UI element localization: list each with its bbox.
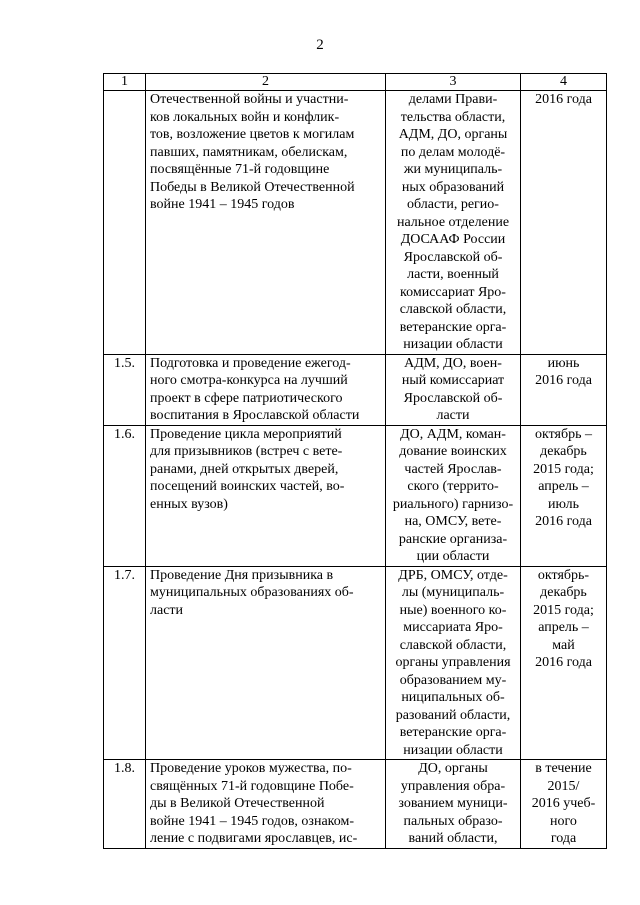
cell-line: май xyxy=(552,637,575,653)
cell-line: ДО, органы xyxy=(418,761,488,776)
cell-line: ласти, военный xyxy=(407,267,499,282)
cell-line: октябрь – xyxy=(535,426,592,442)
cell-line: 2016 года xyxy=(535,92,592,107)
cell-line: органы управления xyxy=(395,655,511,670)
cell-line: ского (террито- xyxy=(407,479,499,494)
term-cell xyxy=(521,566,607,760)
cell-line: ды в Великой Отечественной xyxy=(150,796,325,811)
cell-line: ков локальных войн и конфлик- xyxy=(150,109,340,125)
cell-line: апрель – xyxy=(538,620,589,635)
cell-line: жи муниципаль- xyxy=(403,162,503,177)
cell-line: декабрь xyxy=(540,585,587,600)
cell-line: разований области, xyxy=(395,707,511,723)
cell-line: свящённых 71-й годовщине Побе- xyxy=(150,778,354,794)
cell-line: 2016 года xyxy=(535,655,592,670)
event-description-cell xyxy=(146,566,386,760)
cell-line: лы (муниципаль- xyxy=(401,585,505,600)
executors-cell xyxy=(386,425,521,566)
column-header: 4 xyxy=(521,74,607,91)
cell-line: Ярославской об- xyxy=(403,390,503,406)
executors-cell xyxy=(386,566,521,760)
cell-line: апрель – xyxy=(538,479,589,494)
cell-line: делами Прави- xyxy=(408,92,498,107)
cell-line: Отечественной войны и участни- xyxy=(150,92,349,107)
column-header: 3 xyxy=(386,74,521,91)
cell-line: 2016 года xyxy=(535,373,592,388)
cell-line: воспитания в Ярославской области xyxy=(150,408,360,423)
table-header-row xyxy=(104,74,607,91)
cell-line: ного xyxy=(550,813,577,829)
cell-line: ветеранские орга- xyxy=(399,725,507,740)
cell-line: по делам молодё- xyxy=(400,144,506,160)
cell-line: 2016 учеб- xyxy=(531,796,596,811)
cell-line: низации области xyxy=(403,742,503,758)
cell-line: риального) гарнизо- xyxy=(392,496,514,512)
cell-line: 2015 года; xyxy=(533,602,594,618)
cell-line: ных образований xyxy=(401,179,505,195)
cell-line: 2016 года xyxy=(535,514,592,529)
cell-line: славской области, xyxy=(399,302,507,317)
cell-line: Проведение цикла мероприятий xyxy=(150,426,342,442)
cell-line: тельства области, xyxy=(400,109,506,125)
cell-line: миссариата Яро- xyxy=(403,620,503,635)
cell-line: ветеранские орга- xyxy=(399,319,507,335)
cell-line: частей Ярослав- xyxy=(404,461,502,477)
cell-line: ласти xyxy=(150,602,184,618)
cell-line: Подготовка и проведение ежегод- xyxy=(150,355,351,371)
executors-cell xyxy=(386,91,521,355)
cell-line: ДО, АДМ, коман- xyxy=(400,426,506,442)
cell-line: войне 1941 – 1945 годов, ознаком- xyxy=(150,813,355,829)
cell-line: в течение xyxy=(535,761,592,776)
cell-line: Ярославской об- xyxy=(403,249,503,265)
cell-line: ции области xyxy=(416,549,490,564)
cell-line: проект в сфере патриотического xyxy=(150,390,343,406)
cell-line: ДОСААФ России xyxy=(400,232,506,247)
cell-line: АДМ, ДО, воен- xyxy=(404,355,502,371)
cell-line: ление с подвигами ярославцев, ис- xyxy=(150,831,358,846)
cell-line: тов, возложение цветов к могилам xyxy=(150,127,355,142)
cell-line: 2015/ xyxy=(547,778,580,794)
cell-line: Проведение Дня призывника в xyxy=(150,567,334,583)
column-header: 1 xyxy=(104,74,146,91)
event-number-cell: 1.7. xyxy=(104,566,146,760)
cell-line: ранские организа- xyxy=(398,531,508,547)
cell-line: посещений воинских частей, во- xyxy=(150,479,345,494)
table-row xyxy=(104,760,607,849)
cell-line: для призывников (встреч с вете- xyxy=(150,444,343,459)
cell-line: года xyxy=(550,831,577,846)
page-number: 2 xyxy=(316,37,324,53)
cell-line: декабрь xyxy=(540,444,587,459)
cell-line: низации области xyxy=(403,337,503,352)
term-cell xyxy=(521,91,607,355)
column-header: 2 xyxy=(146,74,386,91)
term-cell xyxy=(521,760,607,849)
cell-line: ного смотра-конкурса на лучший xyxy=(150,373,348,388)
cell-line: ниципальных об- xyxy=(401,690,505,705)
cell-line: нальное отделение xyxy=(396,214,510,230)
event-description-cell xyxy=(146,354,386,425)
executors-cell xyxy=(386,760,521,849)
cell-line: зованием муници- xyxy=(398,796,508,811)
event-number-cell xyxy=(104,91,146,355)
event-description-cell xyxy=(146,425,386,566)
term-cell xyxy=(521,425,607,566)
cell-line: на, ОМСУ, вете- xyxy=(404,514,502,529)
cell-line: войне 1941 – 1945 годов xyxy=(150,197,295,212)
event-number-cell: 1.6. xyxy=(104,425,146,566)
cell-line: ранами, дней открытых дверей, xyxy=(150,461,339,477)
cell-line: июнь xyxy=(547,355,580,371)
cell-line: енных вузов) xyxy=(150,496,228,512)
cell-line: Проведение уроков мужества, по- xyxy=(150,761,352,776)
term-cell xyxy=(521,354,607,425)
cell-line: пальных образо- xyxy=(403,813,503,829)
cell-line: славской области, xyxy=(399,637,507,653)
table-row xyxy=(104,425,607,566)
cell-line: образованием му- xyxy=(399,672,507,688)
cell-line: ные) военного ко- xyxy=(399,602,507,618)
cell-line: ДРБ, ОМСУ, отде- xyxy=(398,567,508,583)
cell-line: ваний области, xyxy=(408,831,498,846)
event-number-cell: 1.8. xyxy=(104,760,146,849)
cell-line: дование воинских xyxy=(399,444,507,459)
executors-cell xyxy=(386,354,521,425)
cell-line: ный комиссариат xyxy=(401,373,505,388)
cell-line: павших, памятникам, обелискам, xyxy=(150,144,348,160)
cell-line: июль xyxy=(548,496,579,512)
cell-line: Победы в Великой Отечественной xyxy=(150,179,355,195)
cell-line: АДМ, ДО, органы xyxy=(398,127,508,142)
cell-line: ласти xyxy=(436,408,470,423)
cell-line: управления обра- xyxy=(400,778,506,794)
table-row xyxy=(104,354,607,425)
table-row xyxy=(104,91,607,355)
cell-line: комиссариат Яро- xyxy=(400,284,506,300)
cell-line: октябрь- xyxy=(537,567,590,583)
event-description-cell xyxy=(146,91,386,355)
events-table xyxy=(103,73,607,849)
cell-line: области, регио- xyxy=(407,197,499,212)
cell-line: посвящённые 71-й годовщине xyxy=(150,162,330,177)
event-description-cell xyxy=(146,760,386,849)
table-row xyxy=(104,566,607,760)
cell-line: 2015 года; xyxy=(533,461,594,477)
event-number-cell: 1.5. xyxy=(104,354,146,425)
cell-line: муниципальных образованиях об- xyxy=(150,585,354,600)
